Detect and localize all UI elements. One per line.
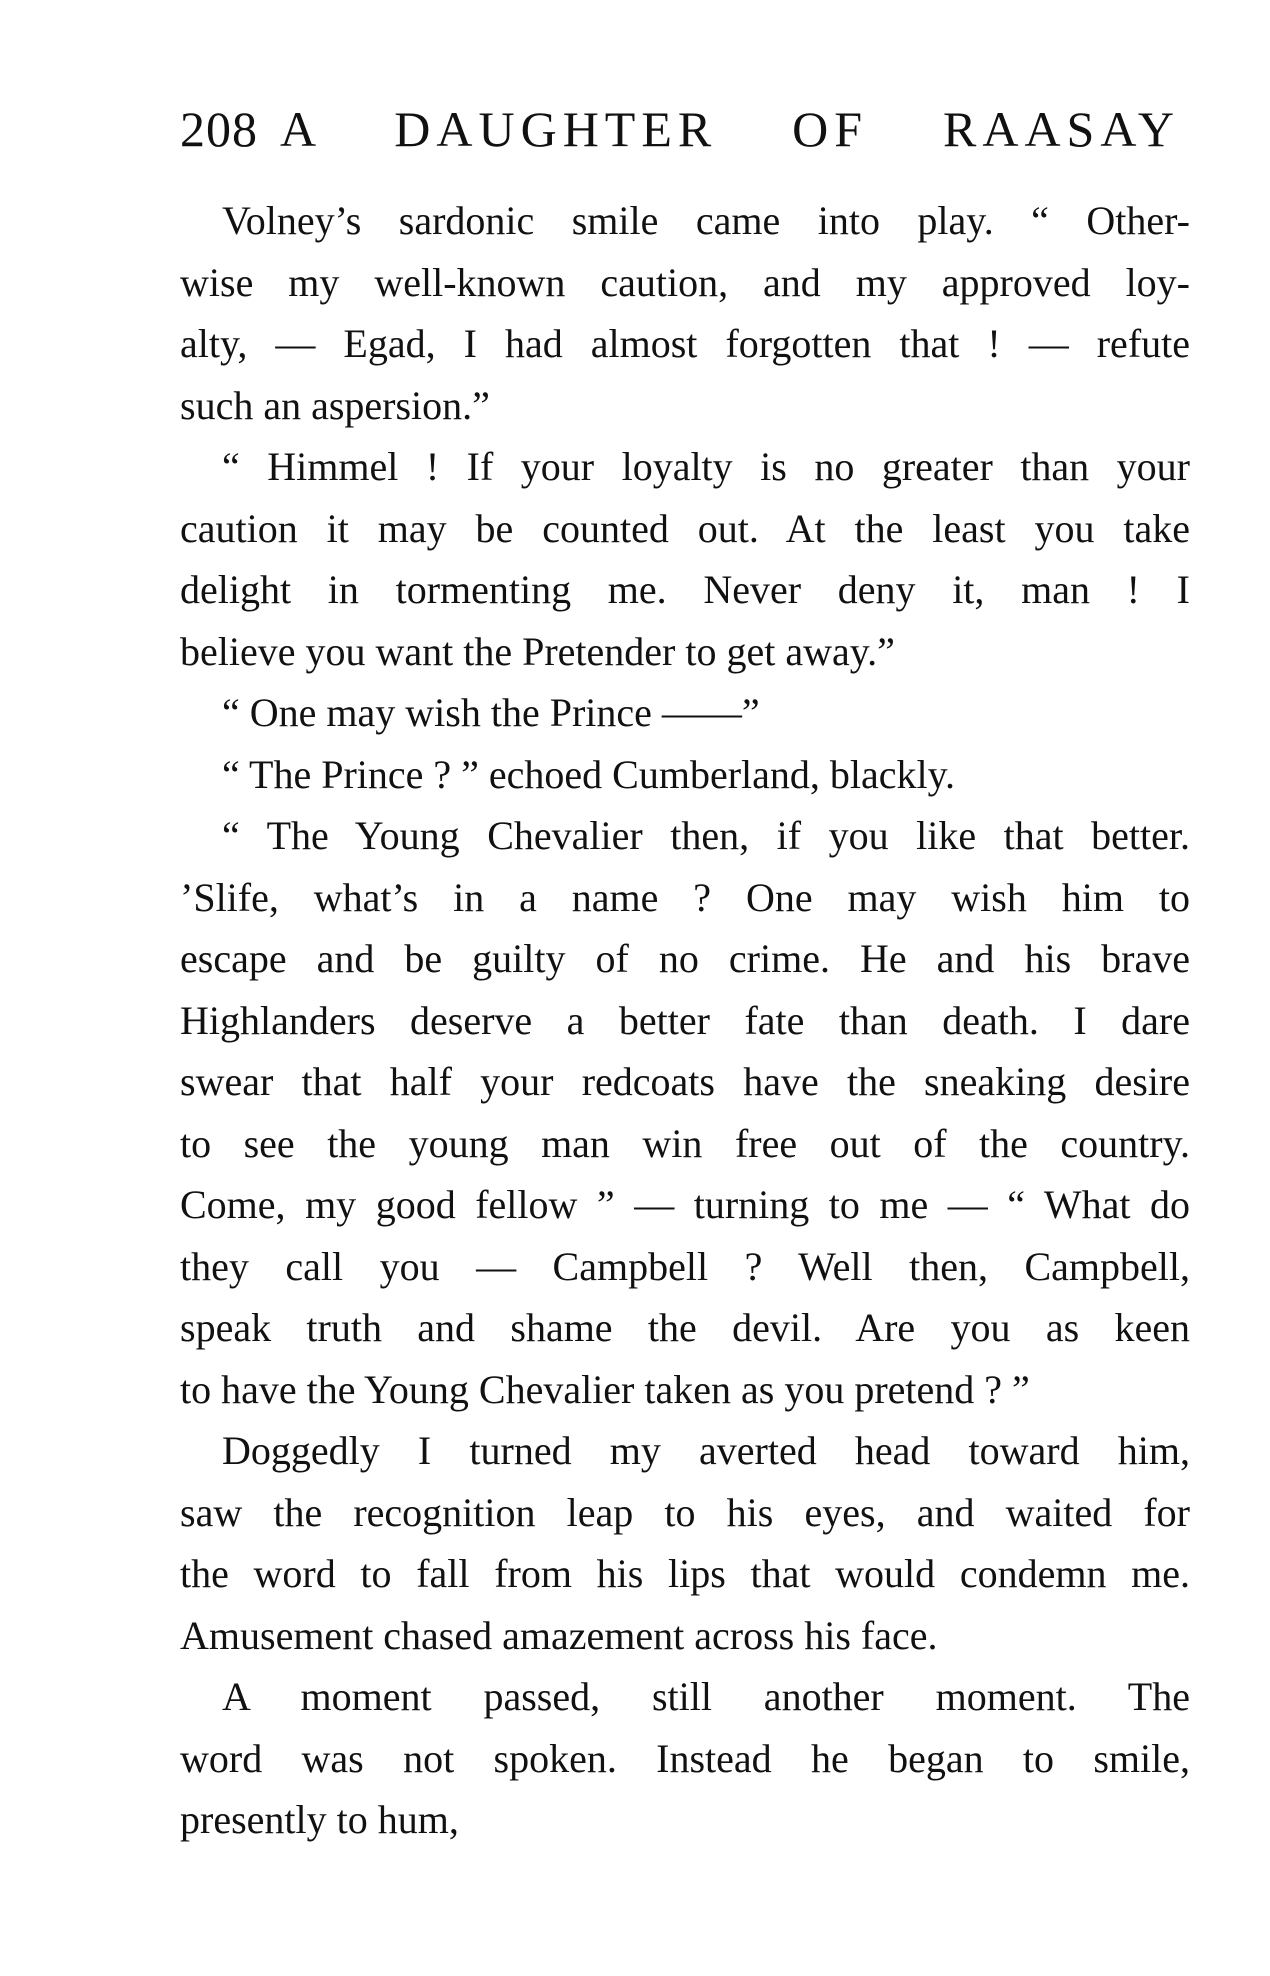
text-line: wise my well-known caution, and my approved loy- [180,259,1190,305]
text-line: Volney’s sardonic smile came into play. “ Other- [222,198,1190,243]
text-line: swear that half your redcoats have the sneaking desire [180,1059,1190,1104]
text-line: Highlanders deserve a better fate than death. I dare [180,997,1190,1043]
text-line: “ The Young Chevalier then, if you like that better. [222,813,1190,858]
text-line: saw the recognition leap to his eyes, and waited for [180,1489,1190,1535]
text-line: “ One may wish the Prince ——” [222,690,760,735]
text-line: word was not spoken. Instead he began to smile, [180,1735,1190,1781]
text-line: alty, — Egad, I had almost forgotten that ! — refute [180,321,1190,366]
text-line: to have the Young Chevalier taken as you pretend ? ” [180,1366,1030,1412]
text-line: “ Himmel ! If your loyalty is no greater than your [222,444,1190,489]
text-line: “ The Prince ? ” echoed Cumberland, blackly. [222,751,956,797]
text-line: to see the young man win free out of the country. [180,1120,1190,1166]
page-number: 208 [180,101,258,157]
text-line: such an aspersion.” [180,382,490,428]
text-line: they call you — Campbell ? Well then, Campbell, [180,1243,1190,1289]
text-line: escape and be guilty of no crime. He and his brave [180,936,1190,981]
text-line: the word to fall from his lips that would condemn me. [180,1551,1190,1596]
text-line: Come, my good fellow ” — turning to me — “ What do [180,1182,1190,1227]
text-line: believe you want the Pretender to get away.” [180,628,895,674]
text-line: caution it may be counted out. At the least you take [180,505,1190,551]
text-line: A moment passed, still another moment. The [222,1674,1190,1719]
running-head [180,100,1180,170]
text-line: presently to hum, [180,1797,459,1842]
text-line: speak truth and shame the devil. Are you as keen [180,1305,1190,1350]
text-line: ’Slife, what’s in a name ? One may wish him to [180,874,1190,920]
running-title: A DAUGHTER OF RAASAY [280,101,1180,157]
text-line: delight in tormenting me. Never deny it, man ! I [180,567,1190,612]
text-line: Doggedly I turned my averted head toward him, [222,1428,1190,1473]
body-text [180,190,1190,1851]
text-line: Amusement chased amazement across his face. [180,1612,938,1658]
